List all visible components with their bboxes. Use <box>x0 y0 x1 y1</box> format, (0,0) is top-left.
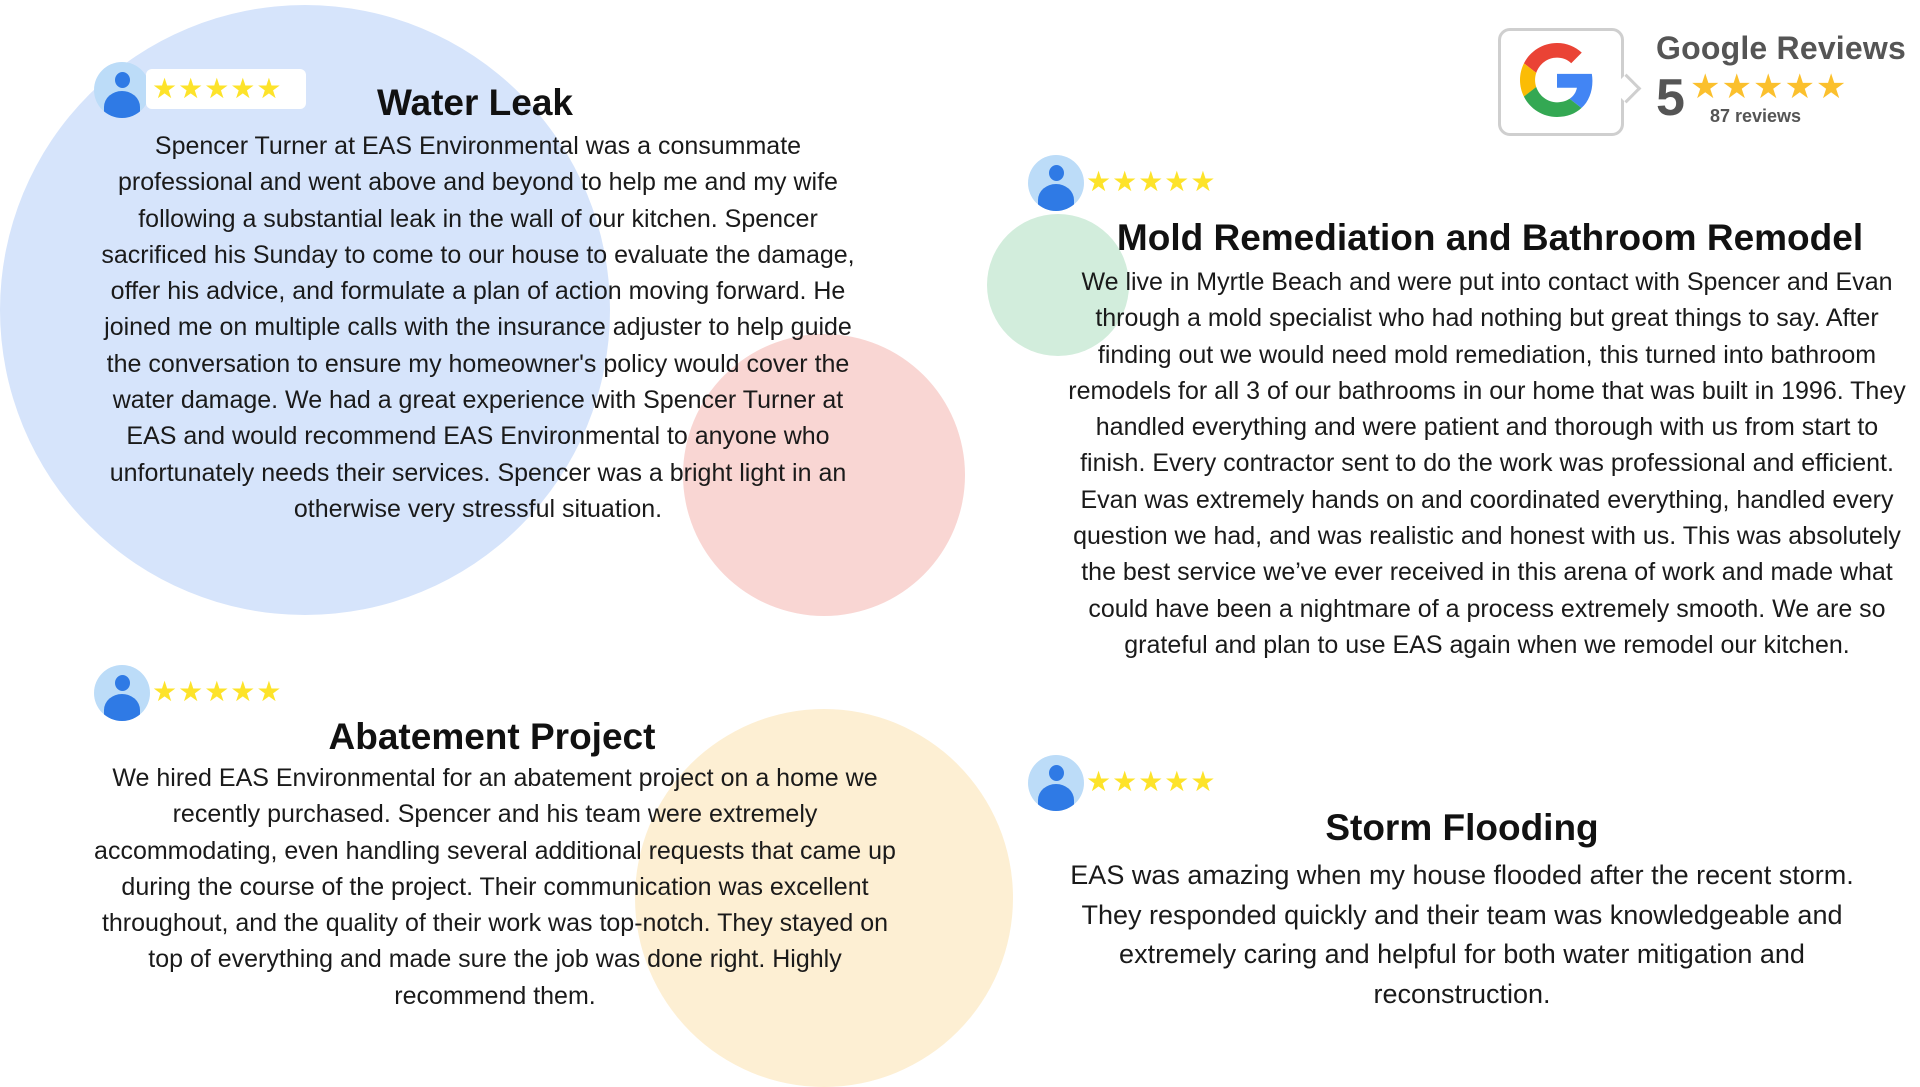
review-rating <box>1028 155 1248 211</box>
badge-review-count: 87 reviews <box>1710 106 1802 126</box>
review-body: We hired EAS Environmental for an abatement project on a home we recently purchased. Spencer and his team were extremely accommodating, even handling several additional requests that came up during the course of the project. Their communication was excellent throughout, and the quality of their work was top-notch. They stayed on top of everything and made sure the job was done right. Highly recommend them. <box>94 764 896 1010</box>
star-icons: ★★★★★ <box>1086 766 1217 797</box>
review-body: Spencer Turner at EAS Environmental was a consummate professional and went above and beyond to help me and my wife following a substantial leak in the wall of our kitchen. Spencer sacrificed his Sunday to come to our house to evaluate the damage, offer his advice, and formulate a plan of action moving forward. He joined me on multiple calls with the insurance adjuster to help guide the conversation to ensure my homeowner's policy would cover the water damage. We had a great experience with Spencer Turner at EAS and would recommend EAS Environmental to anyone who unfortunately needs their services. Spencer was a bright light in an otherwise very stressful situation. <box>101 132 855 523</box>
star-rating <box>146 672 306 712</box>
user-avatar-icon <box>1028 755 1084 811</box>
review-title: Abatement Project <box>328 716 656 757</box>
review-body: EAS was amazing when my house flooded after the recent storm. They responded quickly and their team was knowledgeable and extremely caring and helpful for both water mitigation and reconstruction. <box>1070 860 1854 1009</box>
star-icons: ★★★★★ <box>152 73 283 104</box>
user-avatar-icon <box>94 62 150 118</box>
google-reviews-badge[interactable] <box>1494 24 1906 134</box>
badge-score: 5 <box>1656 69 1685 127</box>
badge-title: Google Reviews <box>1656 30 1906 66</box>
review-title: Mold Remediation and Bathroom Remodel <box>1116 217 1864 258</box>
review-body: We live in Myrtle Beach and were put into contact with Spencer and Evan through a mold specialist who had nothing but great things to say. After finding out we would need mold remediation, this turned into bathroom remodels for all 3 of our bathrooms in our home that was built in 1996. They handled everything and were patient and thorough with us from start to finish. Every contractor sent to do the work was professional and efficient. Evan was extremely hands on and coordinated everything, handled every question we had, and was realistic and honest with us. This was absolutely the best service we’ve ever received in this arena of work and made what could have been a nightmare of a process extremely smooth. We are so grateful and plan to use EAS again when we remodel our kitchen. <box>1068 268 1906 659</box>
star-icons: ★★★★★ <box>152 676 283 707</box>
star-icons: ★★★★★ <box>1086 166 1217 197</box>
user-avatar-icon <box>94 665 150 721</box>
review-title: Storm Flooding <box>1325 807 1599 848</box>
review-title: Water Leak <box>376 82 574 123</box>
review-rating <box>1028 755 1248 811</box>
google-g-logo-icon <box>1520 43 1594 117</box>
badge-star-rating: ★★★★★ <box>1690 68 1848 106</box>
star-rating <box>1080 762 1240 802</box>
star-rating <box>1080 162 1240 202</box>
user-avatar-icon <box>1028 155 1084 211</box>
review-rating <box>94 665 314 721</box>
